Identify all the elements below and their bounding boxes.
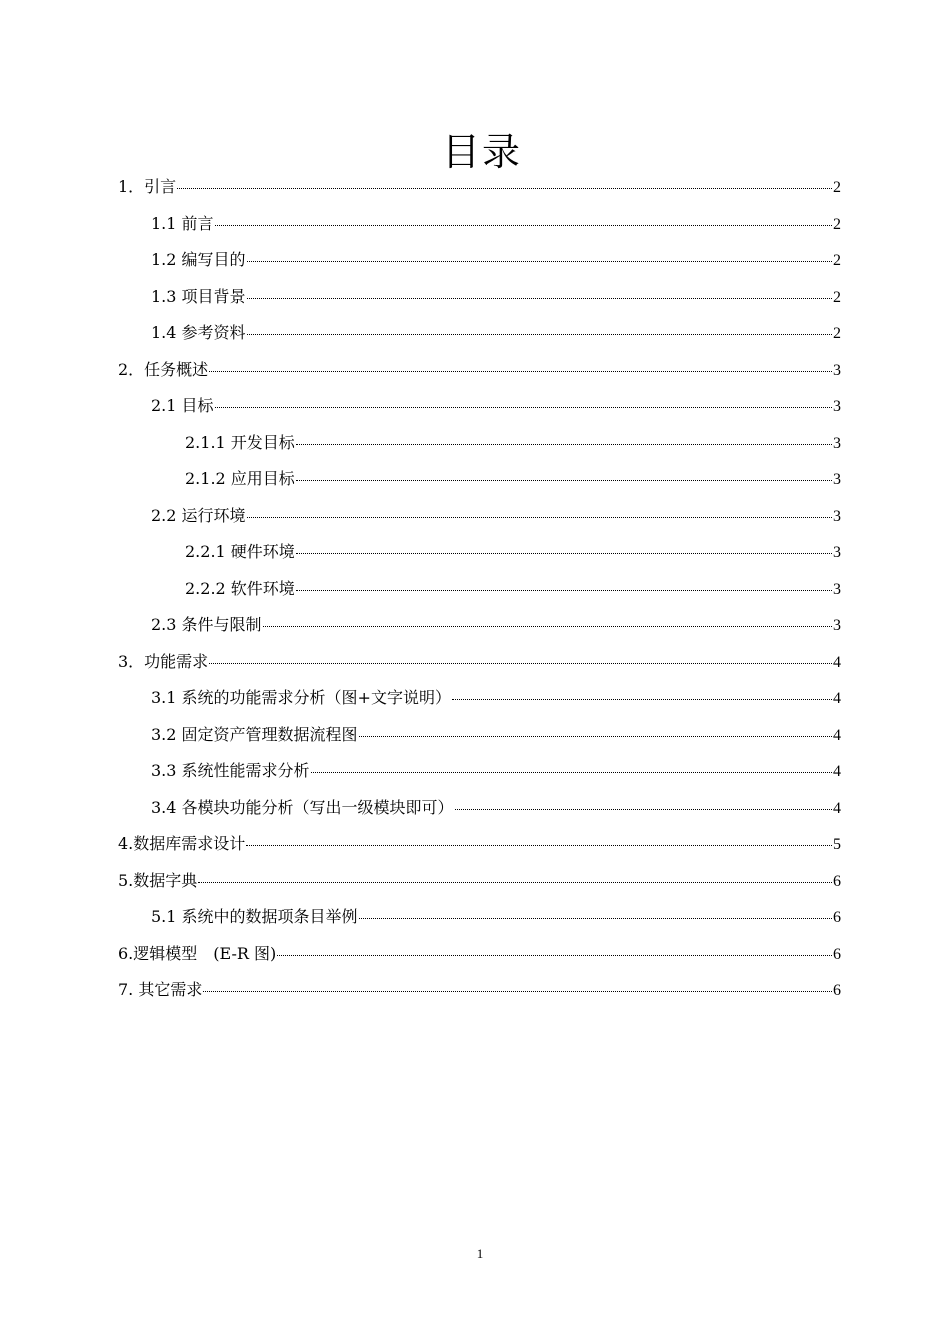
toc-dot-leader bbox=[455, 809, 832, 810]
toc-entry-title: 2.2 运行环境 bbox=[151, 505, 246, 525]
table-of-contents bbox=[118, 172, 841, 1012]
toc-entry[interactable] bbox=[118, 464, 841, 501]
toc-entry[interactable] bbox=[118, 975, 841, 1012]
toc-dot-leader bbox=[215, 225, 832, 226]
toc-entry-title: 4.数据库需求设计 bbox=[118, 834, 246, 853]
toc-entry-page: 6 bbox=[833, 872, 841, 890]
toc-dot-leader bbox=[277, 955, 832, 956]
toc-entry-title: 2.1.1 开发目标 bbox=[185, 432, 295, 452]
toc-entry-page: 3 bbox=[833, 580, 841, 598]
toc-entry-page: 4 bbox=[833, 690, 841, 707]
toc-entry-page: 3 bbox=[833, 471, 841, 488]
toc-entry-page: 2 bbox=[833, 325, 841, 342]
toc-entry-title: 1.4 参考资料 bbox=[151, 323, 246, 342]
toc-entry[interactable] bbox=[118, 245, 841, 282]
toc-entry[interactable] bbox=[118, 282, 841, 319]
toc-title: 目录 bbox=[441, 130, 522, 174]
toc-entry-title: 2.1 目标 bbox=[151, 396, 214, 415]
toc-dot-leader bbox=[177, 188, 832, 189]
toc-entry[interactable] bbox=[118, 647, 841, 684]
toc-entry[interactable] bbox=[118, 428, 841, 465]
toc-dot-leader bbox=[263, 626, 832, 627]
toc-entry-page: 4 bbox=[833, 799, 841, 817]
toc-entry-page: 6 bbox=[833, 909, 841, 926]
toc-entry[interactable] bbox=[118, 355, 841, 392]
toc-entry-title: 3．功能需求 bbox=[118, 651, 209, 671]
toc-entry[interactable] bbox=[118, 720, 841, 757]
toc-dot-leader bbox=[359, 918, 832, 919]
toc-entry[interactable] bbox=[118, 537, 841, 574]
toc-entry[interactable] bbox=[118, 866, 841, 903]
toc-entry[interactable] bbox=[118, 610, 841, 647]
toc-entry-title: 1.3 项目背景 bbox=[151, 286, 246, 306]
toc-entry[interactable] bbox=[118, 793, 841, 830]
toc-entry[interactable] bbox=[118, 391, 841, 428]
toc-dot-leader bbox=[359, 736, 832, 737]
toc-entry-page: 3 bbox=[833, 544, 841, 561]
page-number: 1 bbox=[476, 1246, 484, 1261]
toc-entry[interactable] bbox=[118, 318, 841, 355]
toc-entry[interactable] bbox=[118, 501, 841, 538]
toc-entry[interactable] bbox=[118, 829, 841, 866]
toc-dot-leader bbox=[296, 590, 832, 591]
toc-entry-page: 2 bbox=[833, 179, 841, 196]
toc-dot-leader bbox=[311, 772, 832, 773]
toc-entry-page: 2 bbox=[833, 288, 841, 306]
toc-dot-leader bbox=[247, 334, 832, 335]
toc-entry-page: 3 bbox=[833, 434, 841, 452]
toc-dot-leader bbox=[452, 699, 832, 700]
toc-dot-leader bbox=[247, 298, 832, 299]
toc-entry-page: 5 bbox=[833, 836, 841, 853]
toc-entry-page: 4 bbox=[833, 763, 841, 780]
toc-entry-title: 1．引言 bbox=[118, 177, 177, 196]
toc-entry[interactable] bbox=[118, 939, 841, 976]
toc-entry-title: 2.3 条件与限制 bbox=[151, 615, 262, 634]
toc-entry[interactable] bbox=[118, 172, 841, 209]
toc-entry-title: 2.2.2 软件环境 bbox=[185, 578, 295, 598]
toc-entry-title: 7. 其它需求 bbox=[118, 980, 203, 999]
toc-entry-page: 6 bbox=[833, 982, 841, 999]
toc-entry-title: 3.1 系统的功能需求分析（图+文字说明） bbox=[151, 688, 451, 707]
toc-entry-page: 3 bbox=[833, 617, 841, 634]
toc-entry-page: 3 bbox=[833, 398, 841, 415]
toc-entry-page: 3 bbox=[833, 361, 841, 379]
toc-dot-leader bbox=[203, 991, 832, 992]
toc-entry[interactable] bbox=[118, 574, 841, 611]
toc-dot-leader bbox=[215, 407, 832, 408]
toc-entry-title: 1.1 前言 bbox=[151, 213, 214, 233]
toc-entry-title: 2．任务概述 bbox=[118, 359, 209, 379]
toc-entry-title: 3.4 各模块功能分析（写出一级模块即可） bbox=[151, 797, 454, 817]
toc-entry-title: 5.1 系统中的数据项条目举例 bbox=[151, 907, 358, 926]
toc-entry-page: 2 bbox=[833, 252, 841, 269]
toc-entry-page: 4 bbox=[833, 653, 841, 671]
toc-dot-leader bbox=[198, 882, 832, 883]
toc-entry[interactable] bbox=[118, 902, 841, 939]
toc-dot-leader bbox=[296, 480, 832, 481]
toc-entry-page: 6 bbox=[833, 945, 841, 963]
toc-entry[interactable] bbox=[118, 756, 841, 793]
toc-entry-title: 6.逻辑模型 (E-R 图) bbox=[118, 943, 277, 963]
toc-dot-leader bbox=[209, 663, 832, 664]
toc-dot-leader bbox=[247, 261, 832, 262]
toc-entry-page: 4 bbox=[833, 726, 841, 744]
toc-entry-title: 2.2.1 硬件环境 bbox=[185, 542, 295, 561]
toc-entry-title: 5.数据字典 bbox=[118, 870, 198, 890]
toc-entry-title: 3.2 固定资产管理数据流程图 bbox=[151, 724, 358, 744]
toc-entry-title: 2.1.2 应用目标 bbox=[185, 469, 295, 488]
toc-dot-leader bbox=[247, 517, 832, 518]
toc-entry-page: 3 bbox=[833, 507, 841, 525]
toc-dot-leader bbox=[209, 371, 832, 372]
toc-entry-page: 2 bbox=[833, 215, 841, 233]
toc-entry-title: 1.2 编写目的 bbox=[151, 250, 246, 269]
toc-entry[interactable] bbox=[118, 209, 841, 246]
toc-dot-leader bbox=[296, 553, 832, 554]
toc-dot-leader bbox=[246, 845, 832, 846]
toc-entry-title: 3.3 系统性能需求分析 bbox=[151, 761, 310, 780]
toc-dot-leader bbox=[296, 444, 832, 445]
toc-entry[interactable] bbox=[118, 683, 841, 720]
